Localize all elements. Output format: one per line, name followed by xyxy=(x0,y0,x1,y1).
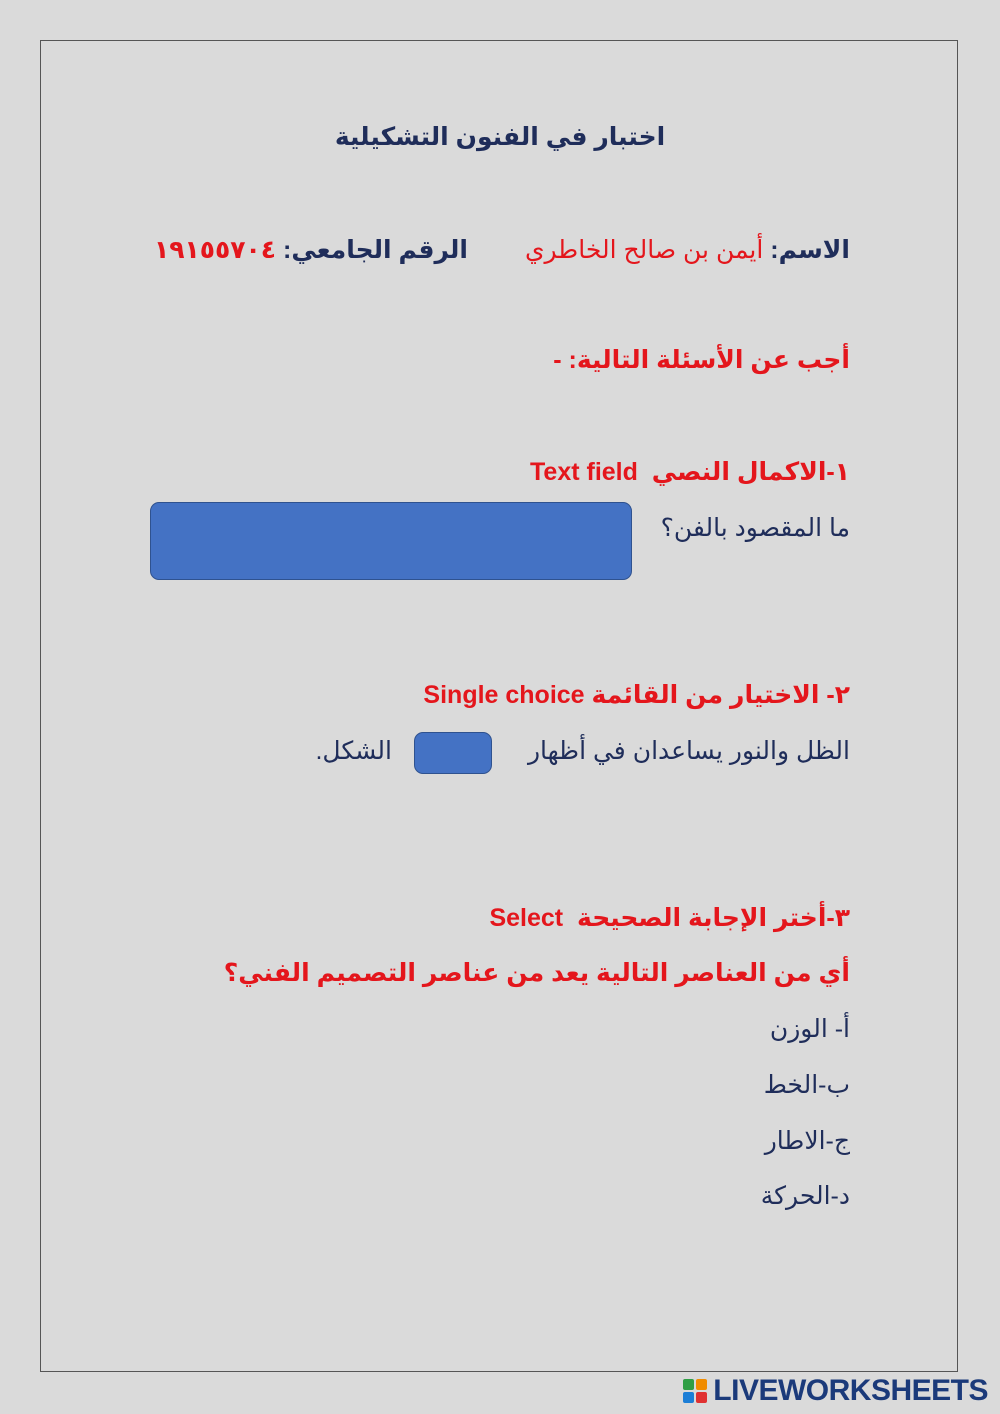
logo-text: LIVEWORKSHEETS xyxy=(713,1374,988,1407)
q2-heading-ar: ٢- الاختيار من القائمة xyxy=(591,681,850,709)
q1-heading-en: Text field xyxy=(530,458,638,486)
student-name-line xyxy=(525,234,850,266)
q2-choice-dropdown[interactable] xyxy=(414,732,492,774)
q3-question: أي من العناصر التالية يعد من عناصر التصميم الفني؟ xyxy=(223,959,850,987)
page-title: اختبار في الفنون التشكيلية xyxy=(334,123,666,151)
q1-answer-field[interactable] xyxy=(150,502,632,580)
id-label: الرقم الجامعي: xyxy=(283,236,468,264)
q1-heading-ar: ١-الاكمال النصي xyxy=(651,458,850,486)
name-label: الاسم: xyxy=(770,236,850,264)
q2-heading-en: Single choice xyxy=(423,681,585,709)
q1-question: ما المقصود بالفن؟ xyxy=(660,514,850,542)
student-id-line xyxy=(154,234,468,266)
q3-option-a[interactable]: أ- الوزن xyxy=(769,1015,850,1043)
q3-heading-ar: ٣-أختر الإجابة الصحيحة xyxy=(577,904,850,932)
q1-heading xyxy=(530,456,850,488)
q3-heading-en: Select xyxy=(489,904,564,932)
q3-option-d[interactable]: د-الحركة xyxy=(760,1182,850,1210)
name-value: أيمن بن صالح الخاطري xyxy=(524,236,764,264)
q3-option-b[interactable]: ب-الخط xyxy=(763,1071,850,1099)
q2-sentence-after: الشكل. xyxy=(315,737,392,765)
q3-heading xyxy=(489,902,850,934)
id-value: ١٩١٥٥٧٠٤ xyxy=(153,236,277,264)
logo-grid-icon xyxy=(683,1379,707,1403)
instructions: أجب عن الأسئلة التالية: - xyxy=(553,346,850,374)
q2-sentence-before: الظل والنور يساعدان في أظهار xyxy=(527,737,850,765)
q3-option-c[interactable]: ج-الاطار xyxy=(764,1127,850,1155)
liveworksheets-logo xyxy=(683,1373,988,1409)
q2-heading xyxy=(423,679,850,711)
